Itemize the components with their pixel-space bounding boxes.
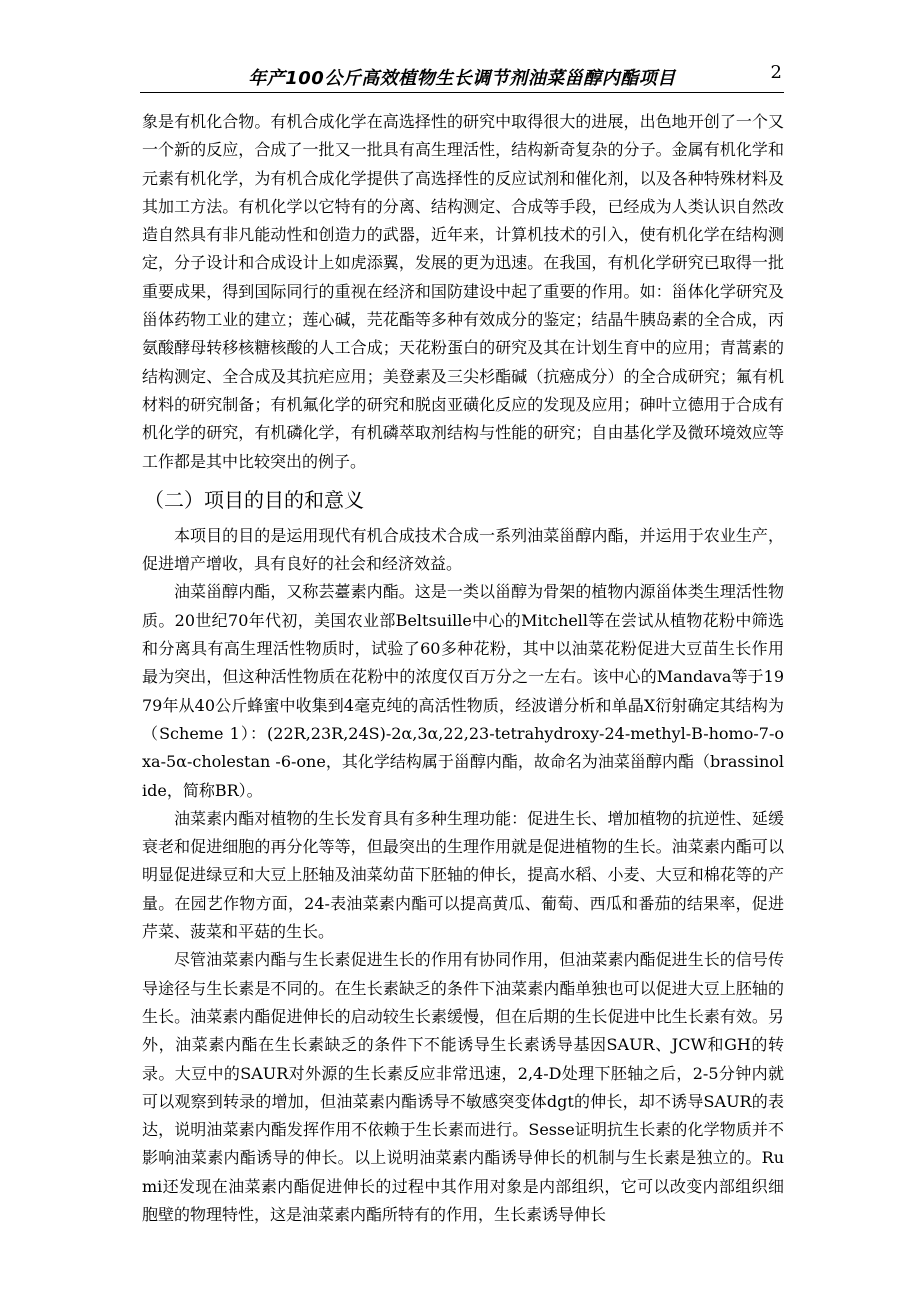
page-number: 2 (770, 62, 782, 83)
section-heading: （二）项目的目的和意义 (144, 487, 364, 512)
section-paragraph-2: 油菜甾醇内酯，又称芸薹素内酯。这是一类以甾醇为骨架的植物内源甾体类生理活性物质。20世纪70年代初，美国农业部Beltsuille中心的Mitchell等在尝试从植物花粉中筛选和分离具有高生理活性物质时，试验了60多种花粉，其中以油菜花粉促进大豆苗生长作用最为突出，但这种活性物质在花粉中的浓度仅百万分之一左右。该中心的Mandava等于1979年从40公斤蜂蜜中收集到4毫克纯的高活性物质，经波谱分析和单晶X衍射确定其结构为（Scheme 1）：(22R,23R,24S)-2α,3α,22,23-tetrahydroxy-24-methyl-B-homo-7-oxa-5α-cholestan -6-one，其化学结构属于甾醇内酯，故命名为油菜甾醇内酯（brassinolide，简称BR）。 (142, 582, 784, 800)
section-paragraph-3: 油菜素内酯对植物的生长发育具有多种生理功能：促进生长、增加植物的抗逆性、延缓衰老和促进细胞的再分化等等，但最突出的生理作用就是促进植物的生长。油菜素内酯可以明显促进绿豆和大豆上胚轴及油菜幼苗下胚轴的伸长，提高水稻、小麦、大豆和棉花等的产量。在园艺作物方面，24-表油菜素内酯可以提高黄瓜、葡萄、西瓜和番茄的结果率，促进芹菜、菠菜和平菇的生长。 (142, 808, 784, 942)
section-paragraph-1: 本项目的目的是运用现代有机合成技术合成一系列油菜甾醇内酯，并运用于农业生产，促进增产增收，具有良好的社会和经济效益。 (142, 525, 784, 574)
section-paragraph-4: 尽管油菜素内酯与生长素促进生长的作用有协同作用，但油菜素内酯促进生长的信号传导途径与生长素是不同的。在生长素缺乏的条件下油菜素内酯单独也可以促进大豆上胚轴的生长。油菜素内酯促进伸长的启动较生长素缓慢，但在后期的生长促进中比生长素有效。另外，油菜素内酯在生长素缺乏的条件下不能诱导生长素诱导基因SAUR、JCW和GH的转录。大豆中的SAUR对外源的生长素反应非常迅速，2,4-D处理下胚轴之后，2-5分钟内就可以观察到转录的增加，但油菜素内酯诱导不敏感突变体dgt的伸长，却不诱导SAUR的表达，说明油菜素内酯发挥作用不依赖于生长素而进行。Sesse证明抗生长素的化学物质并不影响油菜素内酯诱导的伸长。以上说明油菜素内酯诱导伸长的机制与生长素是独立的。Rumi还发现在油菜素内酯促进伸长的过程中其作用对象是内部组织，它可以改变内部组织细胞壁的物理特性，这是油菜素内酯所特有的作用，生长素诱导伸长 (142, 950, 784, 1224)
document-body (142, 108, 784, 1229)
header-title: 年产100公斤高效植物生长调节剂油菜甾醇内酯项目 (248, 68, 676, 89)
page-header (140, 62, 784, 93)
continued-paragraph: 象是有机化合物。有机合成化学在高选择性的研究中取得很大的进展，出色地开创了一个又一个新的反应，合成了一批又一批具有高生理活性，结构新奇复杂的分子。金属有机化学和元素有机化学，为有机合成化学提供了高选择性的反应试剂和催化剂，以及各种特殊材料及其加工方法。有机化学以它特有的分离、结构测定、合成等手段，已经成为人类认识自然改造自然具有非凡能动性和创造力的武器，近年来，计算机技术的引入，使有机化学在结构测定，分子设计和合成设计上如虎添翼，发展的更为迅速。在我国，有机化学研究已取得一批重要成果，得到国际同行的重视在经济和国防建设中起了重要的作用。如：甾体化学研究及甾体药物工业的建立；莲心碱，芫花酯等多种有效成分的鉴定；结晶牛胰岛素的全合成，丙氨酸酵母转移核糖核酸的人工合成；天花粉蛋白的研究及其在计划生育中的应用；青蒿素的结构测定、全合成及其抗疟应用；美登素及三尖杉酯碱（抗癌成分）的全合成研究；氟有机材料的研究制备；有机氟化学的研究和脱卤亚磺化反应的发现及应用；砷叶立德用于合成有机化学的研究，有机磷化学，有机磷萃取剂结构与性能的研究；自由基化学及微环境效应等工作都是其中比较突出的例子。 (142, 112, 784, 471)
